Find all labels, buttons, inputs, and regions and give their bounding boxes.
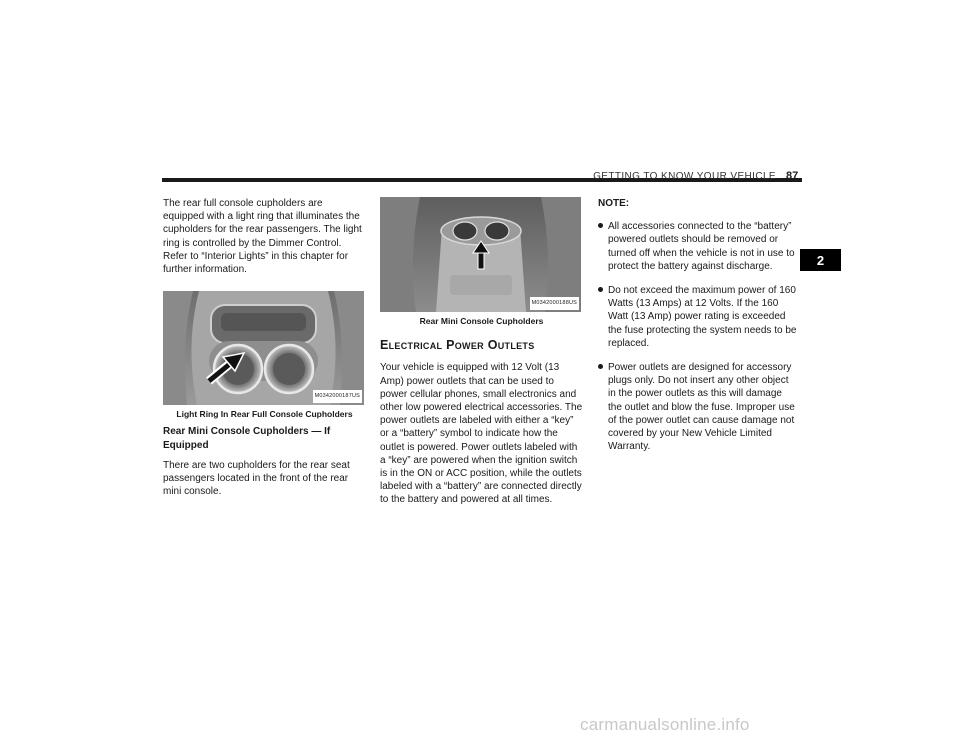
- column-right: [598, 197, 798, 464]
- subheading-mini-console: Rear Mini Console Cupholders — If Equipped: [163, 426, 331, 451]
- list-item: Do not exceed the maximum power of 160 Watts (13 Amps) at 12 Volts. If the 160 Watt (13 Amp) power rating is exceeded the fuse protecting the system needs to be replaced.: [598, 284, 798, 350]
- section-title-power-outlets: Electrical Power Outlets: [380, 338, 535, 353]
- page-number: 87: [786, 170, 799, 182]
- figure-caption: Light Ring In Rear Full Console Cupholders: [176, 409, 353, 420]
- full-console-figure: [163, 291, 364, 405]
- bullet-icon: [598, 364, 603, 369]
- intro-paragraph: The rear full console cupholders are equipped with a light ring that illuminates the cupholders for the rear passengers. The light ring is controlled by the Dimmer Control. Refer to “Interior Lights” in this chapter for further information.: [163, 198, 362, 276]
- mini-console-paragraph: There are two cupholders for the rear seat passengers located in the front of the rear mini console.: [163, 459, 350, 498]
- list-item: Power outlets are designed for accessory plugs only. Do not insert any other object in the power outlets as this will damage the outlet and blow the fuse. Improper use of the power outlet can cause damage not covered by your New Vehicle Limited Warranty.: [598, 361, 798, 453]
- running-title: GETTING TO KNOW YOUR VEHICLE: [593, 171, 776, 182]
- watermark: carmanualsonline.info: [580, 715, 750, 734]
- bullet-icon: [598, 223, 603, 228]
- figure-code: M0342000187US: [313, 390, 362, 403]
- mini-console-figure: [380, 197, 581, 312]
- figure-code: M0342000188US: [530, 297, 579, 310]
- list-item: All accessories connected to the “battery” powered outlets should be removed or turned off when the vehicle is not in use to protect the battery against discharge.: [598, 220, 798, 273]
- bullet-icon: [598, 287, 603, 292]
- mini-console-illustration: [380, 197, 581, 312]
- chapter-tab[interactable]: 2: [800, 249, 841, 271]
- column-left: [163, 197, 366, 498]
- note-label: NOTE:: [598, 198, 630, 209]
- figure-caption: Rear Mini Console Cupholders: [419, 316, 544, 326]
- full-console-illustration: [163, 291, 364, 405]
- column-middle: [380, 197, 583, 507]
- note-list: [598, 220, 798, 453]
- power-outlets-paragraph: Your vehicle is equipped with 12 Volt (13 Amp) power outlets that can be used to power cellular phones, small electronics and other low powered electrical accessories. The power outlets are labeled with either a “key” or a “battery” symbol to indicate how the outlet is powered. Power outlets labeled with a “key” are powered when the ignition switch is in the ON or ACC position, while the outlets labeled with a “battery” are connected directly to the battery and powered at all times.: [380, 362, 583, 506]
